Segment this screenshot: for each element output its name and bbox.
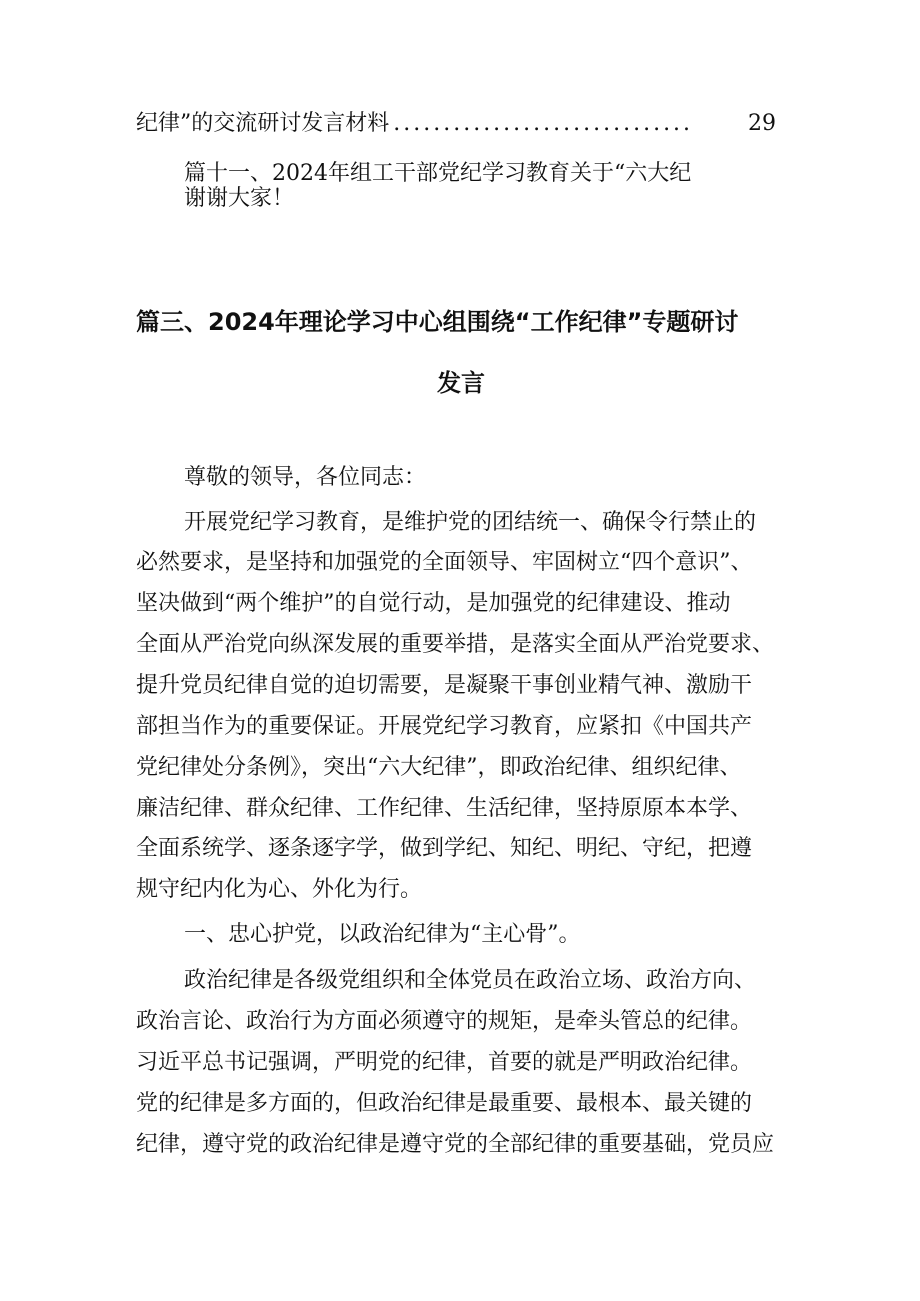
toc-dot-leader: .............................. (393, 111, 694, 136)
greeting: 尊敬的领导，各位同志： (184, 465, 427, 490)
body-line: 规守纪内化为心、外化为行。 (136, 877, 423, 902)
body-line: 全面从严治党向纵深发展的重要举措，是落实全面从严治党要求、 (136, 632, 775, 657)
body-line: 政治纪律是各级党组织和全体党员在政治立场、政治方向、 (184, 968, 757, 993)
body-line: 党纪律处分条例》，突出“六大纪律”，即政治纪律、组织纪律、 (136, 755, 742, 780)
body-line: 开展党纪学习教育，是维护党的团结统一、确保令行禁止的 (184, 510, 757, 535)
article-title-line1: 篇三、2024年理论学习中心组围绕“工作纪律”专题研讨 (136, 308, 739, 336)
body-line: 党的纪律是多方面的，但政治纪律是最重要、最根本、最关键的 (136, 1091, 753, 1116)
toc-next-entry: 篇十一、2024年组工干部党纪学习教育关于“六大纪 (184, 161, 692, 186)
body-line: 坚决做到“两个维护”的自觉行动，是加强党的纪律建设、推动 (136, 591, 731, 616)
body-line: 提升党员纪律自觉的迫切需要，是凝聚干事创业精气神、激励干 (136, 673, 753, 698)
body-line: 全面系统学、逐条逐字学，做到学纪、知纪、明纪、守纪，把遵 (136, 836, 753, 861)
body-line: 纪律，遵守党的政治纪律是遵守党的全部纪律的重要基础，党员应 (136, 1132, 775, 1157)
article-title-line2: 发言 (437, 369, 485, 397)
closing-thanks: 谢谢大家！ (184, 186, 295, 211)
toc-entry (136, 109, 776, 139)
body-line: 必然要求，是坚持和加强党的全面领导、牢固树立“四个意识”、 (136, 550, 753, 575)
section-heading: 一、忠心护党，以政治纪律为“主心骨”。 (184, 922, 581, 947)
toc-entry-text: 纪律”的交流研讨发言材料 (136, 111, 390, 136)
toc-page-number: 29 (748, 111, 776, 136)
body-line: 廉洁纪律、群众纪律、工作纪律、生活纪律，坚持原原本本学、 (136, 796, 753, 821)
body-line: 部担当作为的重要保证。开展党纪学习教育，应紧扣《中国共产 (136, 714, 753, 739)
body-line: 习近平总书记强调，严明党的纪律，首要的就是严明政治纪律。 (136, 1050, 753, 1075)
body-line: 政治言论、政治行为方面必须遵守的规矩，是牵头管总的纪律。 (136, 1009, 753, 1034)
